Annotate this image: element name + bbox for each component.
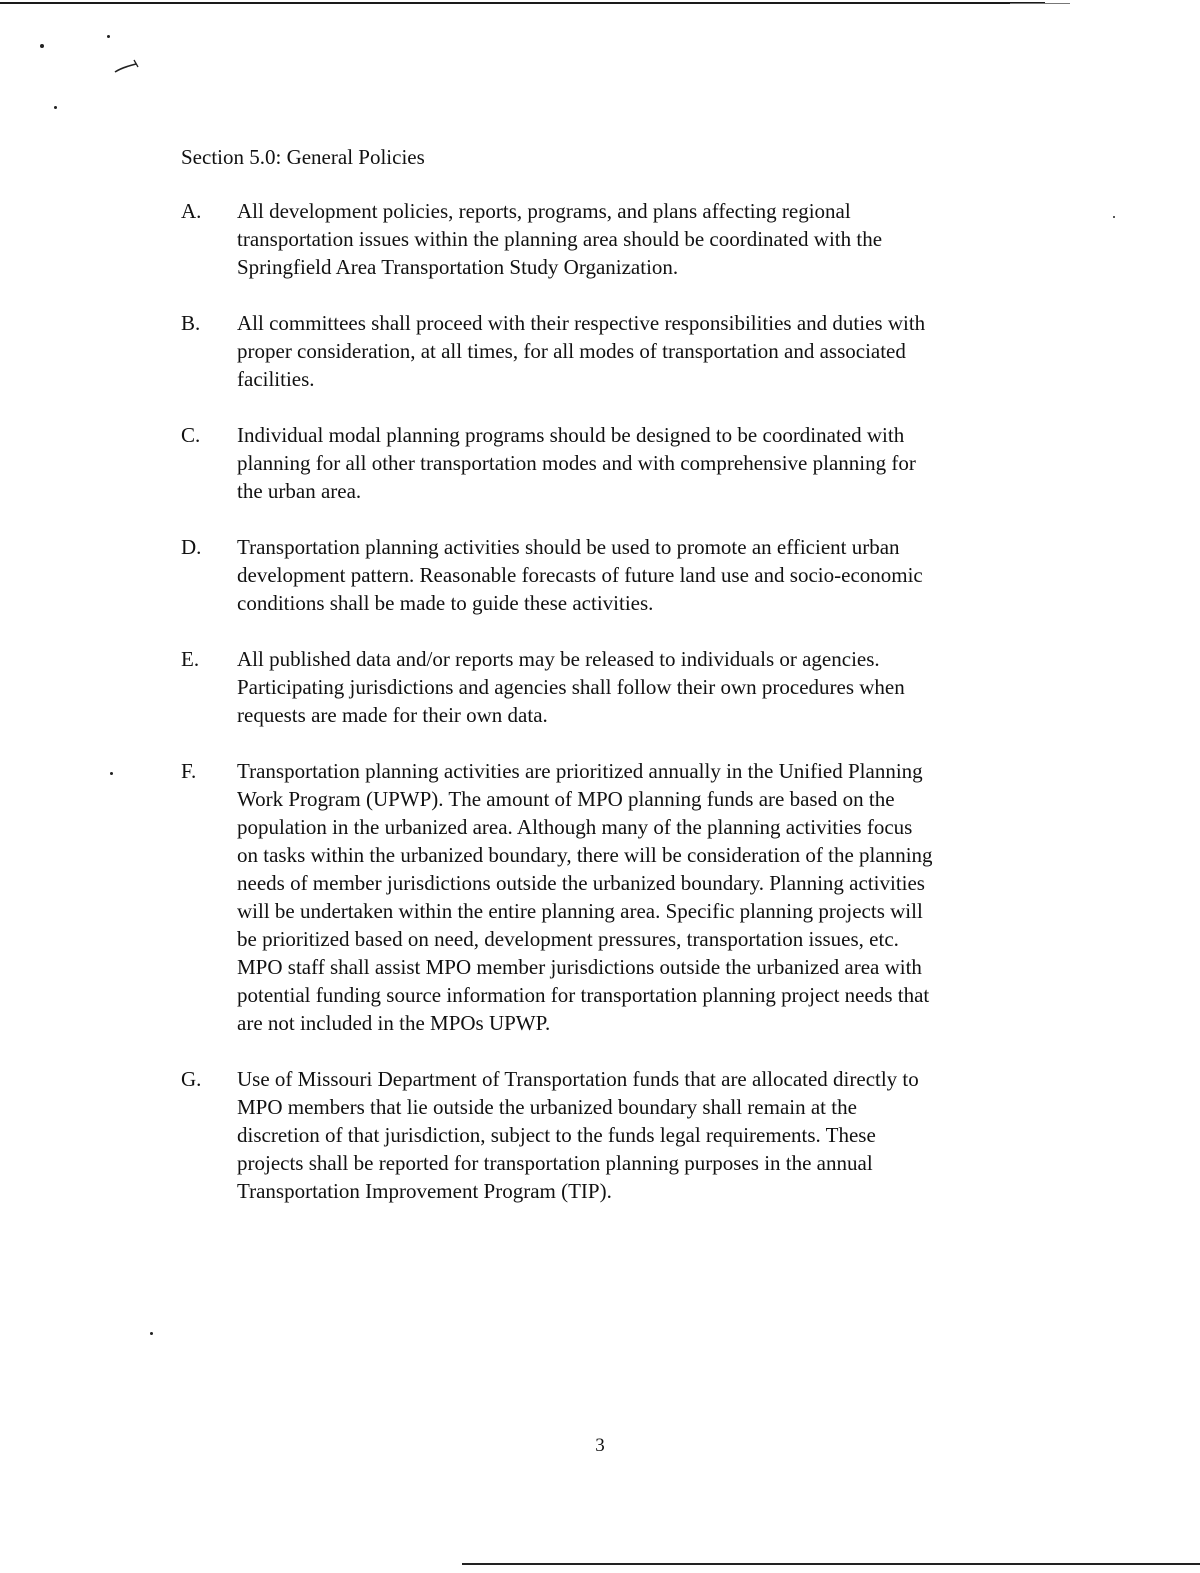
stray-pen-mark [112, 58, 142, 74]
scan-edge-line-top-faint [1010, 3, 1070, 4]
policy-item-g [181, 1065, 1041, 1205]
policy-item-a [181, 197, 1041, 281]
policy-item-d [181, 533, 1041, 617]
section-title: Section 5.0: General Policies [181, 145, 425, 169]
scan-speck [107, 35, 110, 38]
policy-letter: G. [181, 1067, 202, 1091]
policy-text: All development policies, reports, programs, and plans affecting regional transportation issues within the planning area should be coordinated with the Springfield Area Transportation Study Organization. [237, 199, 883, 279]
policy-list [181, 197, 1041, 1233]
scan-speck [150, 1332, 153, 1335]
policy-text: Transportation planning activities are prioritized annually in the Unified Planning Work Program (UPWP). The amount of MPO planning funds are based on the population in the urbanized area. Although many of the planning activities focus on tasks within the urbanized boundary, there will be consideration of the planning needs of member jurisdictions outside the urbanized boundary. Planning activities will be undertaken within the entire planning area. Specific planning projects will be prioritized based on need, development pressures, transportation issues, etc. MPO staff shall assist MPO member jurisdictions outside the urbanized area with potential funding source information for transportation planning project needs that are not included in the MPOs UPWP. [237, 759, 933, 1035]
page-number: 3 [595, 1435, 605, 1456]
scan-speck [110, 772, 113, 775]
policy-text: Use of Missouri Department of Transportation funds that are allocated directly to MPO members that lie outside the urbanized boundary shall remain at the discretion of that jurisdiction, subject to the funds legal requirements. These projects shall be reported for transportation planning purposes in the annual Transportation Improvement Program (TIP). [237, 1067, 919, 1203]
policy-item-b [181, 309, 1041, 393]
scan-speck [1113, 216, 1115, 218]
scan-speck [54, 106, 57, 109]
policy-letter: B. [181, 311, 201, 335]
policy-letter: C. [181, 423, 201, 447]
scan-edge-line-bottom [462, 1563, 1200, 1565]
policy-text: Transportation planning activities should be used to promote an efficient urban development pattern. Reasonable forecasts of future land use and socio-economic conditions shall be made to guide these activities. [237, 535, 923, 615]
policy-letter: D. [181, 535, 202, 559]
policy-letter: F. [181, 759, 197, 783]
policy-letter: A. [181, 199, 202, 223]
scan-speck [40, 44, 44, 48]
policy-letter: E. [181, 647, 200, 671]
policy-item-f [181, 757, 1041, 1037]
policy-text: All committees shall proceed with their respective responsibilities and duties with proper consideration, at all times, for all modes of transportation and associated facilities. [237, 311, 926, 391]
policy-item-c [181, 421, 1041, 505]
policy-item-e [181, 645, 1041, 729]
policy-text: All published data and/or reports may be released to individuals or agencies. Participating jurisdictions and agencies shall follow their own procedures when requests are made for their own data. [237, 647, 905, 727]
scan-edge-line-top [0, 2, 1045, 4]
policy-text: Individual modal planning programs should be designed to be coordinated with planning for all other transportation modes and with comprehensive planning for the urban area. [237, 423, 916, 503]
